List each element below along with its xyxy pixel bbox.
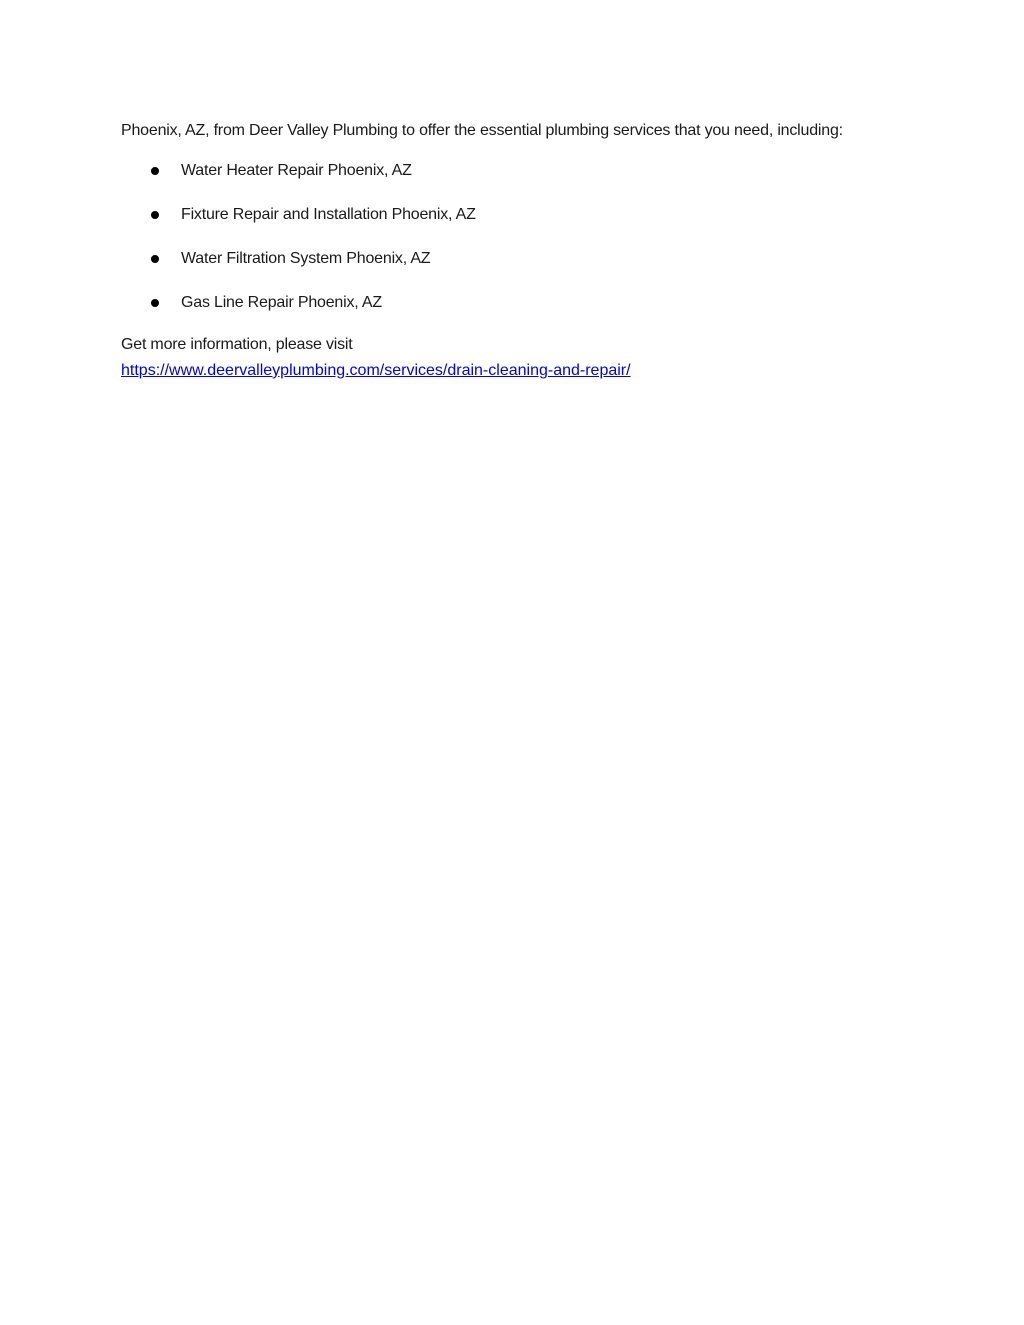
visit-link[interactable]: https://www.deervalleyplumbing.com/services/drain-cleaning-and-repair/ (121, 362, 631, 379)
list-item (121, 246, 861, 272)
bullet-icon (151, 211, 159, 219)
list-item (121, 290, 861, 316)
bullet-icon (151, 299, 159, 307)
intro-paragraph: Phoenix, AZ, from Deer Valley Plumbing to offer the essential plumbing services that you need, including: (121, 122, 843, 139)
document-body (121, 118, 861, 384)
service-label: Gas Line Repair Phoenix, AZ (181, 294, 382, 311)
service-list (121, 158, 861, 316)
service-label: Water Filtration System Phoenix, AZ (181, 250, 431, 267)
bullet-icon (151, 255, 159, 263)
list-item (121, 158, 861, 184)
service-label: Water Heater Repair Phoenix, AZ (181, 162, 412, 179)
service-label: Fixture Repair and Installation Phoenix, AZ (181, 206, 476, 223)
outro-text: Get more information, please visit (121, 336, 353, 353)
outro-paragraph (121, 332, 861, 384)
bullet-icon (151, 167, 159, 175)
list-item (121, 202, 861, 228)
